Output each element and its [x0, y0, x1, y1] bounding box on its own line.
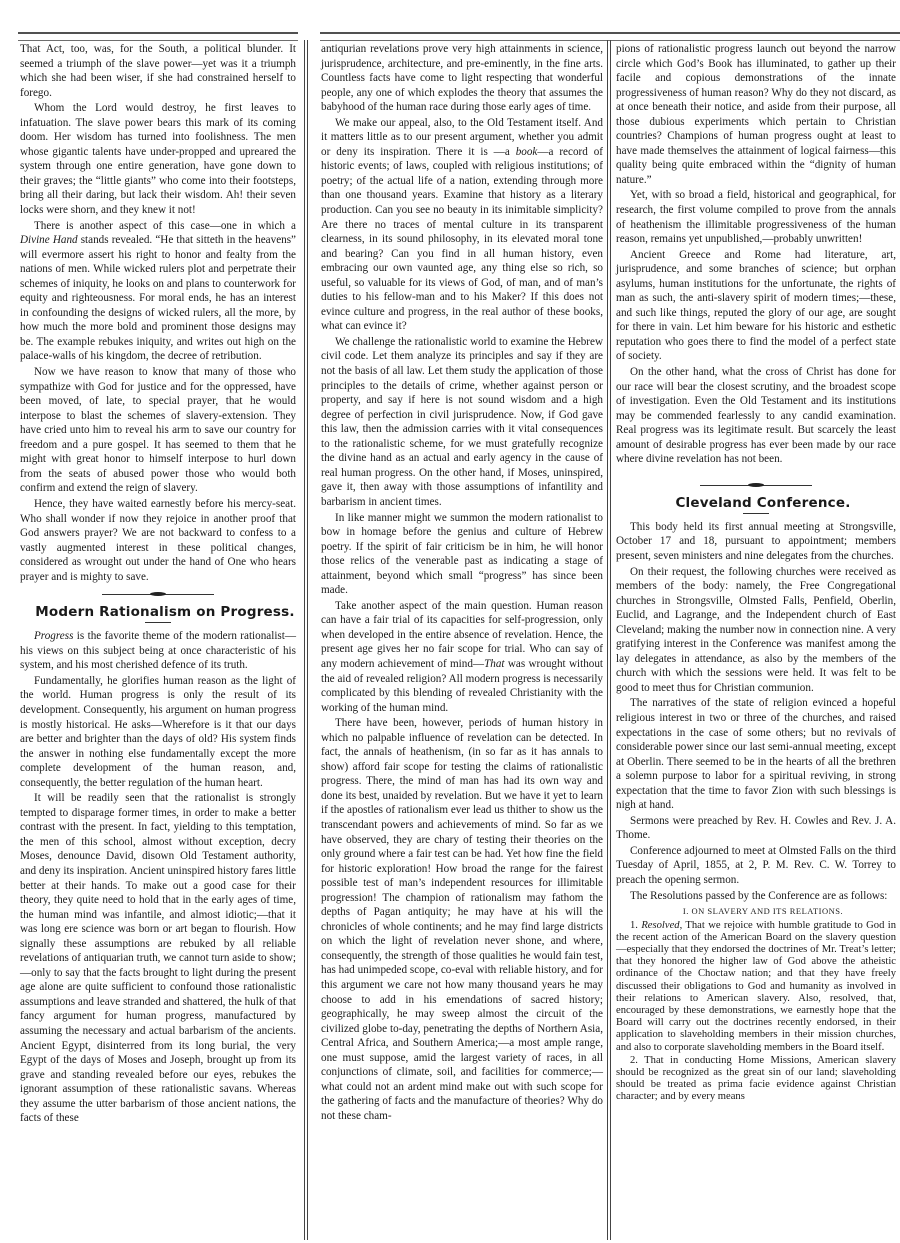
article-headline-rationalism: Modern Rationalism on Progress. [35, 604, 295, 621]
paragraph [20, 219, 296, 364]
divider-ornament [150, 592, 166, 596]
top-rule-col1 [18, 32, 298, 41]
emphasis: Divine Hand [20, 234, 78, 247]
paragraph: Ancient Greece and Rome had literature, art, jurisprudence, and some branches of science; but orphan asylums, human institutions for the unfortunate, the rights of man as such, the anti-slavery spirit of modern times;—these, and such like things, reputed the glory of our age, are sought for there in vain. Let him beware for his historic and esthetic reputation who goes there to find the model of a perfect state of society. [616, 248, 896, 363]
section-divider [102, 594, 214, 595]
text: We make our appeal, also, to the Old Testament itself. And it matters little as to our present argument, whether you admit or deny its inspiration. There it is —a [321, 116, 603, 158]
paragraph [20, 629, 296, 673]
paragraph: That Act, too, was, for the South, a political blunder. It seemed a triumph of the slave power—yet was it a triumph which she had been wiser, if she had constrained herself to forego. [20, 43, 296, 99]
section-divider [700, 485, 812, 486]
text: was wrought without the aid of revealed religion? All modern progress is necessarily complicated by this blending of revealed Christianity with the working of the human mind. [321, 657, 603, 714]
paragraph: On their request, the following churches were received as members of the body: namely, the Free Congregational churches in Strongsville, Olmsted Falls, Penfield, Oberlin, Euclid, and Lagrange, and the Independent church of East Cleveland; making the number now in connection nine. A very gratifying interest in the Conference was manifest among the lay delegates in attendance, as also by the members of the church with which the sessions were held. It was felt to be good to meet thus for Christian communion. [616, 565, 896, 694]
paragraph: In like manner might we summon the modern rationalist to bow in homage before the genius and culture of Hebrew poetry. If the spirit of fair criticism be in him, he will honor those relics of the venerable past as indicating a stage of attainment, beyond which small “progress” has since been made. [321, 511, 603, 597]
paragraph [321, 599, 603, 715]
emphasis: book [515, 145, 538, 158]
paragraph: Yet, with so broad a field, historical and geographical, for research, the first volume compiled to prove from the annals of heathenism the illimitable progressiveness of the human reason, remains yet unpublished,—probably unwritten! [616, 189, 896, 246]
article-headline-conference: Cleveland Conference. [675, 494, 851, 511]
paragraph: antiqurian revelations prove very high attainments in science, jurisprudence, architecture, and pre-eminently, in the fine arts. Countless facts have come to light respecting that wonderful people, any one of which explodes the theory that assumes the babyhood of the human race during those early ages of time. [321, 43, 603, 114]
paragraph: We challenge the rationalistic world to examine the Hebrew civil code. Let them analyze its principles and say if they are not the basis of all law. Let them study the application of those principles to the details of crime, whether against person or property, and say if here is not sound wisdom and a high degree of perfection in civil jurisprudence. Now, if God gave this law, then the admission carries with it vital consequences to the rationalistic scheme, for we must gratefully recognize the divine hand as an actual and early agency in the cause of real human progress. On the other hand, if Moses, uninspired, gave it, then away with those assumptions of infantility and barbarism in ancient times. [321, 335, 603, 508]
resolution-1 [616, 920, 896, 1054]
paragraph: It will be readily seen that the rationalist is strongly tempted to disparage former times, in order to make a better contrast with the present. In fact, yielding to this temptation, the men of this school, almost without exception, decry Moses, denounce David, disown Old Testament authority, and deny its inspiration. Ancient uninspired history fares little better at their hands. To make out a good case for their theory, they quite need to hold that in the early ages of time, the human mind was infantile, and almost idiotic;—that it was long ere science was born or art began to flourish. How signally these assumptions are rebuked by all reliable revelations of antiquarian truth, we cannot turn aside to show;—only to say that the facts brought to light during the present age alone are quite sufficient to confound those rationalistic assumptions and leave stranded and shattered, the hulk of that fancy argument for human progress, manufactured by assuming the necessary and actual barbarism of the ancients. Ancient Egypt, disinterred from its long burial, the very Egypt of the days of Moses and Joseph, brought up from its grave and standing revealed before our eyes, rebukes the ignorant assumption of these rationalistic savans. Whereas they assume the utter barbarism of those ancient nations, the facts of these [20, 792, 296, 1125]
text: , That we rejoice with humble gratitude to God in the recent action of the American Board on the slavery question—especially that they endorsed the doctrines of Mr. Treat’s letter; that they honored the higher law of God above the atheistic ordinance of the Choctaw nation; and that they have freely discussed their obligations to God and humanity as involved in their relations to American slavery. Also, resolved, that, encouraged by these demonstrations, we earnestly hope that the Board will carry out the doctrines recently endorsed, in their application to slaveholding members in their mission churches, and also to corporate slaveholding members in the Board itself. [616, 919, 896, 1053]
emphasis: That [484, 657, 505, 670]
text: is the favorite theme of the modern rationalist—his views on this subject being at once characteristic of his system, and his most cherished defence of its truth. [20, 630, 296, 672]
column-rule [304, 40, 308, 1240]
paragraph: Fundamentally, he glorifies human reason as the light of the world. Human progress is only the result of its development. Consequently, his argument on human progress is mostly historical. He asks—Wherefore is it that our days are better and brighter than the days of old? His system finds the answer in nothing else fundamentally except the more complete development of the human reason, and, consequently, the better regulation of the human heart. [20, 674, 296, 789]
text: Take another aspect of the main question. Human reason can have a fair trial of its capacities for self-progression, only when developed in the entire absence of revelation. Hence, the present age gives her no fair scope for trial. Who can say of any modern achievement of mind— [321, 599, 603, 670]
text: There is another aspect of this case—one in which a [34, 219, 296, 232]
paragraph: This body held its first annual meeting at Strongsville, October 17 and 18, pursuant to appointment; members present, seven ministers and nine delegates from the churches. [616, 520, 896, 562]
resolutions-subhead: I. ON SLAVERY AND ITS RELATIONS. [682, 906, 844, 917]
text: stands revealed. “He that sitteth in the heavens” will evermore assert his right to honor and fealty from the nations of men. While wicked rulers plot and perpetrate their schemes of iniquity, he looks on and plans to counterwork for equity and righteousness. For moral ends, he has an interest in confounding the designs of wicked rulers, all the more, by how much the more bold and prominent those designs may be. The example rebukes iniquity, and writes out high on the palace-walls of his kingdom, the decree of retribution. [20, 234, 296, 363]
paragraph: The narratives of the state of religion evinced a hopeful religious interest in two or three of the churches, and raised expectations in the case of some others; but no revivals of considerable power since our last semi-annual meeting, except at Oberlin. There seemed to be in the hearts of all the brethren a solemn purpose to labor for a spiritual reviving, in strong expectation that the time to favor Zion with such blessings is nigh at hand. [616, 697, 896, 812]
column-2 [321, 42, 603, 1123]
paragraph: Whom the Lord would destroy, he first leaves to infatuation. The slave power bears this mark of its coming doom. Her wisdom has turned into foolishness. The men whose gigantic talents have under-propped and upreared the system through one entire generation, have gone down to their graves; the “little giants” who come into their footsteps, bring all their daring, but lack their wisdom. Ah! their seven locks were shorn, and they knew it not! [20, 102, 296, 217]
paragraph: There have been, however, periods of human history in which no palpable influence of revelation can be detected. In fact, the annals of heathenism, (in so far as it has annals to show) afford fair scope for testing the claims of rationalistic progress. There, the mind of man has had its own way and done its best, unaided by revelation. But we have it yet to learn if the apostles of rationalism ever lead us thither to show us the transcendant powers and achievements of mind. So far as we have observed, they are chary of testing their theories on the only ground where a fair test can be had. Yet how fine the field for historic exploration! How broad the range for the fairest possible test of man’s independent resources for illimitable progression! The champion of rationalism may fathom the depths of Pagan antiquity; he may have at his will the chronicles of whole continents; and he may find large districts on which the light of revelation never shone, and where, consequently, the strength of those qualities he would fain test, has had unimpeded scope, co-eval with reliable history, and for this argument we care not how many thousand years he may choose to add in his emendations of sacred history; geographically, he may sweep almost the circuit of the civilized globe to-day, penetrating the depths of Northern Asia, Central Africa, and Southern America;—a most ample range, one must suppose, amid the largest variety of races, in all conjunctions of climate, soil, and facilities for commerce;—what could not an ardent mind make out with such scope for the gathering of facts and the manufacture of theories? Why do not these cham- [321, 717, 603, 1122]
paragraph: Sermons were preached by Rev. H. Cowles and Rev. J. A. Thome. [616, 814, 896, 842]
paragraph: The Resolutions passed by the Conference are as follows: [630, 889, 888, 902]
emphasis: Resolved [641, 919, 680, 931]
paragraph: pions of rationalistic progress launch out beyond the narrow circle which God’s Book has illuminated, to gather up their facile and copious demonstrations of the innate progressiveness of human reason? Why do they not discard, as at once beneath their notice, and aside from their purpose, all those dubious experiments which pertain to Christian countries? Champions of human progress ought at least to have made themselves the attainment of logical fairness—this quality being quite embraced within the “dignity of human nature.” [616, 43, 896, 186]
divider-ornament [748, 483, 764, 487]
emphasis: Progress [34, 630, 74, 643]
headline-rule [743, 513, 769, 514]
column-3 [616, 42, 896, 1104]
paragraph: Hence, they have waited earnestly before his mercy-seat. Who shall wonder if now they rejoice in another proof that God answers prayer? We are not backward to confess to a vastly augmented interest in these political changes, considered as wrought out under the hand of One who hears prayer and is mighty to save. [20, 497, 296, 583]
resolution-2: 2. That in conducting Home Missions, American slavery should be recognized as the great sin of our land; slaveholding should be treated as prima facie evidence against Christian character; and by every means [616, 1054, 896, 1103]
paragraph: On the other hand, what the cross of Christ has done for our race will bear the closest scrutiny, and the broadest scope of investigation. Even the Old Testament and its institutions may be commended fearlessly to any candid examination. Real progress was its legitimate result. But scarcely the least amount of desirable progress has ever been made by our race where divine revelation has not been. [616, 366, 896, 466]
paragraph: Conference adjourned to meet at Olmsted Falls on the third Tuesday of April, 1855, at 2, P. M. Rev. C. W. Torrey to preach the opening sermon. [616, 844, 896, 886]
headline-rule [145, 622, 171, 623]
paragraph [321, 116, 603, 334]
column-1 [20, 42, 296, 1126]
paragraph: Now we have reason to know that many of those who sympathize with God for justice and for the oppressed, have been moved, of late, to special prayer, that he would interpose to blast the schemes of slavery-extension. They have cried unto him to reveal his arm to save our country for freedom and a pure gospel. It has seemed to them that he might with great honor to himself interpose to hurl down from the seats of abused power those who would both confirm and extend the reign of slavery. [20, 366, 296, 495]
resolution-number: 1. [630, 919, 642, 931]
text: —a record of historic events; of laws, coupled with religious institutions; of poetry; of the actual life of a nation, extending through more than one thousand years. Examine that history as a literary production. Can you see no beauty in its inimitable simplicity? Are there no traces of mental culture in its transparent clearness, in its sound philosophy, in its elevated moral tone and bearing? Can you find in all human history, even embracing our own vaunted age, any thing else so rich, so useful, so valuable for its views of God, of man, and of man’s duties to his fellow-man and to his Maker? If this does not evince culture and progress, in the real author of these books, what can evince it? [321, 145, 603, 333]
column-rule [607, 40, 611, 1240]
